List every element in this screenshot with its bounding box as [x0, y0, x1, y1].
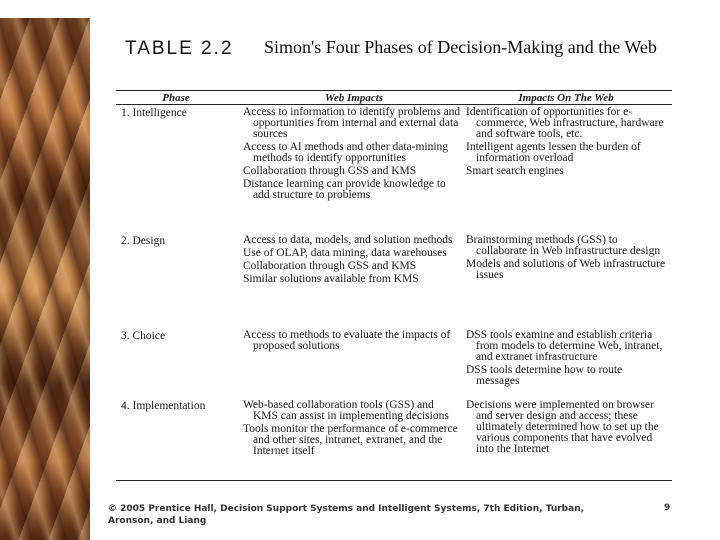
web-impact-entry: Access to AI methods and other data-mining methods to identify opportunities	[243, 141, 449, 164]
web-impact-entry: Web-based collaboration tools (GSS) and KMS can assist in implementing decisions	[243, 399, 449, 422]
row-design-impacts-on-web	[466, 235, 666, 283]
table-header-rule	[116, 104, 672, 105]
web-impact-entry: Distance learning can provide knowledge to add structure to problems	[243, 178, 446, 201]
row-phase-implementation: 4. Implementation	[121, 400, 206, 412]
table-caption: TABLE 2.2	[125, 38, 234, 59]
row-choice-impacts-on-web	[466, 330, 666, 389]
web-impact-entry: Tools monitor the performance of e-commerce and other sites, intranet, extranet, and the Internet itself	[243, 423, 458, 457]
row-choice-web-impacts	[243, 330, 461, 354]
impact-on-web-entry: Identification of opportunities for e-commerce, Web infrastructure, hardware and software tools, etc.	[466, 106, 664, 140]
impact-on-web-entry: Brainstorming methods (GSS) to collaborate in Web infrastructure design	[466, 234, 661, 257]
impact-on-web-entry: Decisions were implemented on browser and server design and access; these ultimately determined how to set up the various components that have evolved into the Internet	[466, 399, 659, 455]
row-phase-intelligence: 1. Intelligence	[121, 107, 187, 119]
web-impact-entry: Access to methods to evaluate the impacts of proposed solutions	[243, 329, 451, 352]
header-phase: Phase	[162, 92, 190, 104]
web-impact-entry: Similar solutions available from KMS	[243, 273, 419, 285]
web-impact-entry: Collaboration through GSS and KMS	[243, 165, 417, 177]
impact-on-web-entry: DSS tools determine how to route messages	[466, 364, 623, 387]
web-impact-entry: Access to information to identify problems and opportunities from internal and external data sources	[243, 106, 461, 140]
impact-on-web-entry: Models and solutions of Web infrastructure issues	[466, 258, 666, 281]
impact-on-web-entry: Smart search engines	[466, 165, 564, 177]
table-top-rule	[116, 90, 672, 91]
header-impacts-on-web: Impacts On The Web	[518, 92, 614, 104]
web-impact-entry: Access to data, models, and solution methods	[243, 234, 453, 246]
table-title: Simon's Four Phases of Decision-Making and the Web	[264, 37, 657, 57]
row-design-web-impacts	[243, 235, 461, 287]
row-implementation-impacts-on-web	[466, 400, 666, 457]
page-number: 9	[664, 503, 671, 513]
table-bottom-rule	[116, 480, 672, 481]
row-implementation-web-impacts	[243, 400, 461, 459]
header-web-impacts: Web Impacts	[324, 92, 384, 104]
wood-texture-decoration	[0, 18, 90, 540]
impact-on-web-entry: Intelligent agents lessen the burden of information overload	[466, 141, 641, 164]
impact-on-web-entry: DSS tools examine and establish criteria from models to determine Web, intranet, and extranet infrastructure	[466, 329, 663, 363]
copyright-footer: © 2005 Prentice Hall, Decision Support Systems and Intelligent Systems, 7th Edition, Turban, Aronson, and Liang	[108, 504, 585, 526]
web-impact-entry: Collaboration through GSS and KMS	[243, 260, 417, 272]
web-impact-entry: Use of OLAP, data mining, data warehouses	[243, 247, 447, 259]
row-phase-design: 2. Design	[121, 235, 166, 247]
row-intelligence-web-impacts	[243, 107, 461, 203]
row-intelligence-impacts-on-web	[466, 107, 666, 179]
row-phase-choice: 3. Choice	[121, 330, 166, 342]
